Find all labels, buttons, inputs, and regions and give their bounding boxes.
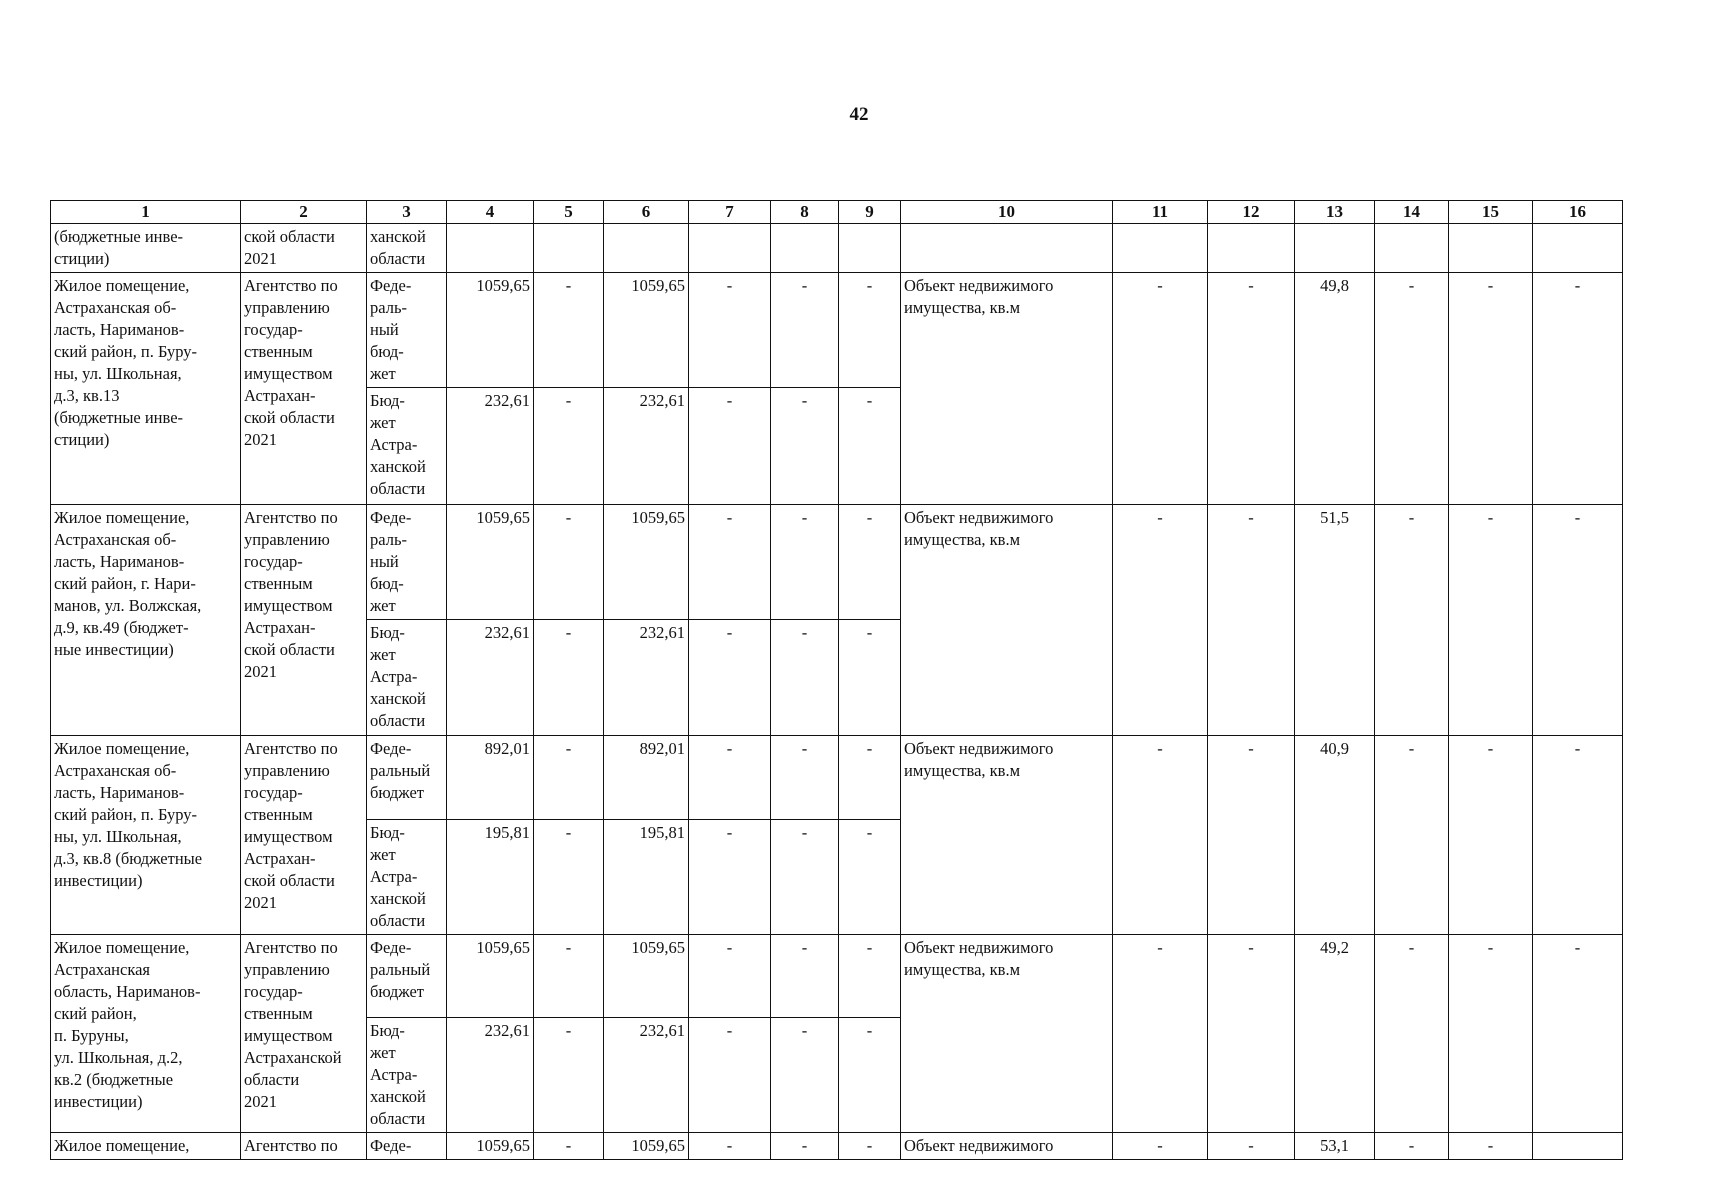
dash-cell: - — [1449, 935, 1533, 1133]
dash-cell: - — [534, 388, 604, 505]
dash-cell: - — [1449, 736, 1533, 935]
column-header-16: 16 — [1533, 201, 1623, 224]
dash-cell: - — [1533, 273, 1623, 505]
column-header-1: 1 — [51, 201, 241, 224]
funding-source-cell: Бюд- жет Астра- ханской области — [367, 820, 447, 935]
empty-cell — [1449, 224, 1533, 273]
dash-cell: - — [839, 505, 901, 620]
continuation-row — [51, 224, 1623, 273]
empty-cell — [689, 224, 771, 273]
amount-cell: 1059,65 — [447, 505, 534, 620]
budget-investment-table — [50, 200, 1623, 1160]
dash-cell: - — [1533, 505, 1623, 736]
funding-source-cell: Бюд- жет Астра- ханской области — [367, 1018, 447, 1133]
amount-cell: 232,61 — [447, 1018, 534, 1133]
agency-cell: Агентство по управлению государ- ственным имуществом Астраханской области 2021 — [241, 935, 367, 1133]
value-cell: 49,2 — [1295, 935, 1375, 1133]
dash-cell: - — [534, 505, 604, 620]
dash-cell: - — [771, 505, 839, 620]
value-cell: 40,9 — [1295, 736, 1375, 935]
dash-cell: - — [689, 273, 771, 388]
amount-cell: 232,61 — [604, 388, 689, 505]
dash-cell: - — [839, 1018, 901, 1133]
funding-source-cell: Бюд- жет Астра- ханской области — [367, 620, 447, 736]
empty-cell — [1113, 224, 1208, 273]
amount-cell: 1059,65 — [604, 935, 689, 1018]
dash-cell: - — [1449, 273, 1533, 505]
object-cell: Жилое помещение, Астраханская об- ласть, Нариманов- ский район, п. Буру- ны, ул. Школьная, д.3, кв.8 (бюджетные инвестиции) — [51, 736, 241, 935]
dash-cell: - — [771, 388, 839, 505]
column-header-15: 15 — [1449, 201, 1533, 224]
indicator-cell: Объект недвижимого имущества, кв.м — [901, 935, 1113, 1133]
amount-cell: 232,61 — [447, 388, 534, 505]
dash-cell: - — [534, 1133, 604, 1160]
dash-cell: - — [1375, 1133, 1449, 1160]
column-header-14: 14 — [1375, 201, 1449, 224]
table-body — [51, 201, 1623, 1160]
column-header-8: 8 — [771, 201, 839, 224]
column-header-10: 10 — [901, 201, 1113, 224]
amount-cell: 1059,65 — [447, 1133, 534, 1160]
amount-cell: 1059,65 — [447, 935, 534, 1018]
amount-cell: 1059,65 — [604, 505, 689, 620]
dash-cell: - — [534, 935, 604, 1018]
dash-cell: - — [771, 935, 839, 1018]
dash-cell: - — [1113, 736, 1208, 935]
column-header-9: 9 — [839, 201, 901, 224]
table-row — [51, 1133, 1623, 1160]
dash-cell: - — [1113, 935, 1208, 1133]
table-row — [51, 935, 1623, 1018]
table-row — [51, 273, 1623, 388]
dash-cell: - — [839, 820, 901, 935]
agency-cell: Агентство по управлению государ- ственным имуществом Астрахан- ской области 2021 — [241, 273, 367, 505]
dash-cell: - — [689, 1133, 771, 1160]
object-cell: Жилое помещение, Астраханская об- ласть, Нариманов- ский район, г. Нари- манов, ул. Волжская, д.9, кв.49 (бюджет- ные инвестиции) — [51, 505, 241, 736]
empty-cell — [604, 224, 689, 273]
column-header-7: 7 — [689, 201, 771, 224]
dash-cell: - — [771, 736, 839, 820]
header-row — [51, 201, 1623, 224]
dash-cell: - — [771, 1018, 839, 1133]
amount-cell: 195,81 — [447, 820, 534, 935]
funding-source-cell: Феде- ральный бюджет — [367, 736, 447, 820]
dash-cell: - — [534, 273, 604, 388]
page-number: 42 — [849, 104, 869, 125]
dash-cell: - — [839, 273, 901, 388]
empty-cell — [1295, 224, 1375, 273]
object-cell: Жилое помещение, — [51, 1133, 241, 1160]
object-cell: (бюджетные инве- стиции) — [51, 224, 241, 273]
dash-cell: - — [1375, 935, 1449, 1133]
dash-cell: - — [689, 1018, 771, 1133]
table-row — [51, 505, 1623, 620]
dash-cell: - — [1449, 505, 1533, 736]
empty-cell — [1533, 224, 1623, 273]
dash-cell: - — [839, 935, 901, 1018]
funding-source-cell: Бюд- жет Астра- ханской области — [367, 388, 447, 505]
funding-source-cell: ханской области — [367, 224, 447, 273]
column-header-4: 4 — [447, 201, 534, 224]
dash-cell: - — [1208, 736, 1295, 935]
dash-cell: - — [534, 620, 604, 736]
amount-cell: 232,61 — [447, 620, 534, 736]
dash-cell: - — [771, 1133, 839, 1160]
amount-cell: 1059,65 — [604, 1133, 689, 1160]
dash-cell: - — [689, 736, 771, 820]
table-row — [51, 736, 1623, 820]
empty-cell — [839, 224, 901, 273]
dash-cell: - — [1533, 935, 1623, 1133]
dash-cell: - — [689, 505, 771, 620]
column-header-3: 3 — [367, 201, 447, 224]
dash-cell: - — [689, 620, 771, 736]
dash-cell: - — [1113, 273, 1208, 505]
empty-cell — [447, 224, 534, 273]
dash-cell: - — [689, 820, 771, 935]
dash-cell: - — [771, 820, 839, 935]
empty-cell — [1208, 224, 1295, 273]
funding-source-cell: Феде- раль- ный бюд- жет — [367, 273, 447, 388]
amount-cell: 1059,65 — [604, 273, 689, 388]
value-cell: 53,1 — [1295, 1133, 1375, 1160]
column-header-11: 11 — [1113, 201, 1208, 224]
empty-cell — [771, 224, 839, 273]
empty-cell — [1375, 224, 1449, 273]
empty-cell — [901, 224, 1113, 273]
column-header-12: 12 — [1208, 201, 1295, 224]
dash-cell: - — [534, 820, 604, 935]
empty-cell — [534, 224, 604, 273]
dash-cell: - — [534, 1018, 604, 1133]
dash-cell: - — [1113, 1133, 1208, 1160]
dash-cell: - — [1375, 505, 1449, 736]
dash-cell: - — [689, 935, 771, 1018]
amount-cell: 232,61 — [604, 620, 689, 736]
dash-cell: - — [839, 1133, 901, 1160]
column-header-6: 6 — [604, 201, 689, 224]
dash-cell: - — [1208, 505, 1295, 736]
empty-cell — [1533, 1133, 1623, 1160]
dash-cell: - — [1208, 273, 1295, 505]
funding-source-cell: Феде- ральный бюджет — [367, 935, 447, 1018]
object-cell: Жилое помещение, Астраханская об- ласть, Нариманов- ский район, п. Буру- ны, ул. Школьная, д.3, кв.13 (бюджетные инве- стиции) — [51, 273, 241, 505]
column-header-13: 13 — [1295, 201, 1375, 224]
indicator-cell: Объект недвижимого имущества, кв.м — [901, 273, 1113, 505]
dash-cell: - — [839, 620, 901, 736]
dash-cell: - — [689, 388, 771, 505]
dash-cell: - — [534, 736, 604, 820]
dash-cell: - — [1375, 736, 1449, 935]
agency-cell: Агентство по управлению государ- ственным имуществом Астрахан- ской области 2021 — [241, 505, 367, 736]
agency-cell: Агентство по управлению государ- ственным имуществом Астрахан- ской области 2021 — [241, 736, 367, 935]
agency-cell: Агентство по — [241, 1133, 367, 1160]
dash-cell: - — [771, 273, 839, 388]
amount-cell: 1059,65 — [447, 273, 534, 388]
amount-cell: 195,81 — [604, 820, 689, 935]
funding-source-cell: Феде- — [367, 1133, 447, 1160]
column-header-2: 2 — [241, 201, 367, 224]
dash-cell: - — [1375, 273, 1449, 505]
amount-cell: 232,61 — [604, 1018, 689, 1133]
indicator-cell: Объект недвижимого — [901, 1133, 1113, 1160]
indicator-cell: Объект недвижимого имущества, кв.м — [901, 505, 1113, 736]
dash-cell: - — [771, 620, 839, 736]
indicator-cell: Объект недвижимого имущества, кв.м — [901, 736, 1113, 935]
funding-source-cell: Феде- раль- ный бюд- жет — [367, 505, 447, 620]
dash-cell: - — [839, 736, 901, 820]
dash-cell: - — [1449, 1133, 1533, 1160]
value-cell: 51,5 — [1295, 505, 1375, 736]
column-header-5: 5 — [534, 201, 604, 224]
dash-cell: - — [1208, 935, 1295, 1133]
dash-cell: - — [1533, 736, 1623, 935]
dash-cell: - — [1113, 505, 1208, 736]
dash-cell: - — [1208, 1133, 1295, 1160]
dash-cell: - — [839, 388, 901, 505]
agency-cell: ской области 2021 — [241, 224, 367, 273]
value-cell: 49,8 — [1295, 273, 1375, 505]
amount-cell: 892,01 — [604, 736, 689, 820]
amount-cell: 892,01 — [447, 736, 534, 820]
object-cell: Жилое помещение, Астраханская область, Нариманов- ский район, п. Буруны, ул. Школьная, д.2, кв.2 (бюджетные инвестиции) — [51, 935, 241, 1133]
